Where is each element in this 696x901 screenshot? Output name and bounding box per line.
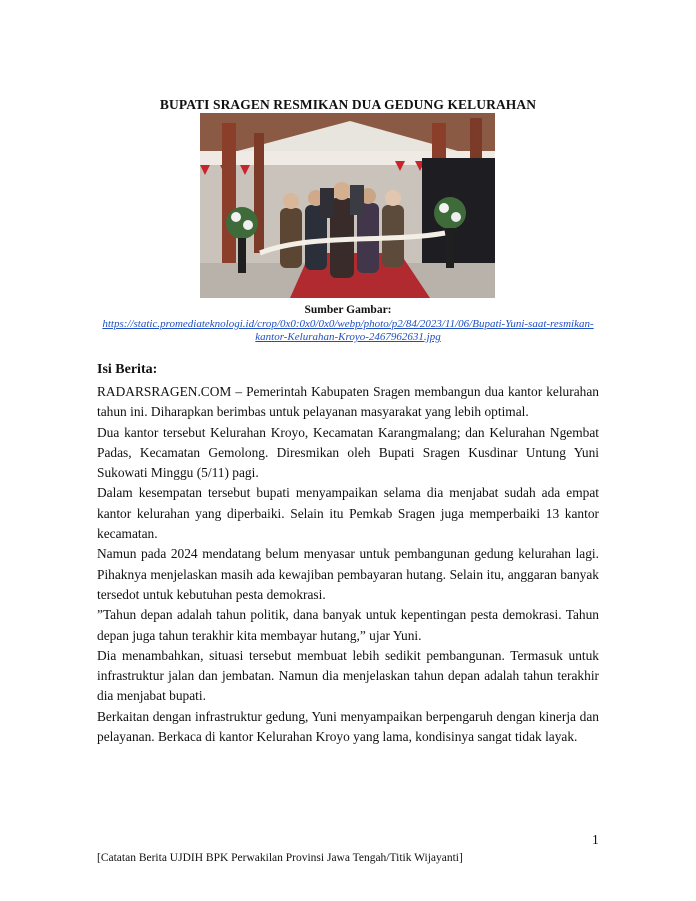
photo-caption-label: Sumber Gambar: [304, 304, 392, 316]
paragraph-1: RADARSRAGEN.COM – Pemerintah Kabupaten Sragen membangun dua kantor kelurahan tahun ini. Diharapkan berimbas untuk pelayanan masyarakat yang lebih optimal. [97, 384, 599, 420]
article-title: BUPATI SRAGEN RESMIKAN DUA GEDUNG KELURAHAN [159, 97, 537, 112]
paragraph-4: Namun pada 2024 mendatang belum menyasar untuk pembangunan gedung kelurahan lagi. Pihaknya menjelaskan masih ada kewajiban pembayaran hutang. Selain itu, anggaran banyak tersedot untuk kebutuhan pesta demokrasi. [97, 546, 599, 602]
page-footer: [Catatan Berita UJDIH BPK Perwakilan Provinsi Jawa Tengah/Titik Wijayanti] [97, 852, 463, 864]
paragraph-6: Dia menambahkan, situasi tersebut membuat lebih sedikit pembangunan. Termasuk untuk infrastruktur jalan dan jembatan. Namun dia menjelaskan tahun depan adalah tahun terakhir dia menjabat bupati. [97, 647, 599, 704]
paragraph-2: Dua kantor tersebut Kelurahan Kroyo, Kecamatan Karangmalang; dan Kelurahan Ngembat Padas, Kecamatan Gemolong. Diresmikan oleh Bupati Sragen Kusdinar Untung Yuni Sukowati Minggu (5/11) pagi. [97, 424, 599, 481]
section-heading: Isi Berita: [97, 362, 158, 377]
paragraph-3: Dalam kesempatan tersebut bupati menyampaikan selama dia menjabat sudah ada empat kantor kelurahan yang diperbaiki. Selain itu Pemkab Sragen juga memperbaiki 13 kantor kecamatan. [97, 485, 599, 542]
article-body [97, 382, 599, 747]
paragraph-7: Berkaitan dengan infrastruktur gedung, Yuni menyampaikan berpengaruh dengan kinerja dan pelayanan. Berkaca di kantor Kelurahan Kroyo yang lama, kondisinya sangat tidak layak. [97, 708, 599, 745]
news-photo [200, 113, 495, 298]
page-number: 1 [592, 832, 599, 847]
paragraph-5: ”Tahun depan adalah tahun politik, dana banyak untuk kepentingan pesta demokrasi. Tahun depan juga tahun terakhir kita membayar hutang,” ujar Yuni. [97, 607, 599, 643]
photo-source-link[interactable]: https://static.promediateknologi.id/crop/0x0:0x0/0x0/webp/photo/p2/84/2023/11/06/Bupati-Yuni-saat-resmikan-kantor-Kelurahan-Kroyo-2467962631.jpg [102, 318, 594, 343]
